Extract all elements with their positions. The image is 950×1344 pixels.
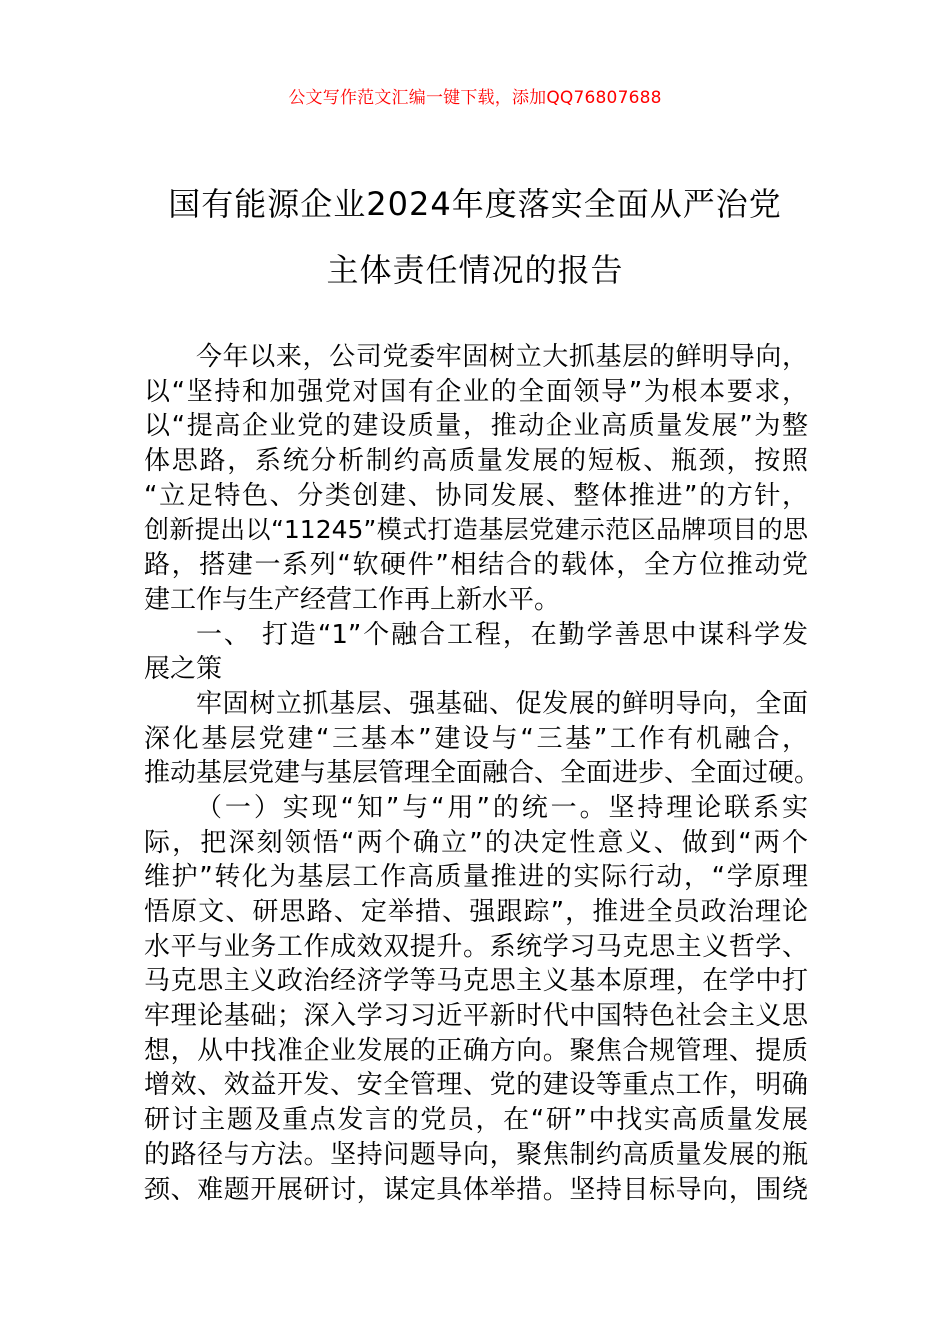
body-line: 建工作与生产经营工作再上新水平。 (144, 584, 561, 615)
section-heading-line: 展之策 (144, 654, 223, 685)
body-line: 增效、效益开发、安全管理、党的建设等重点工作，明确 (144, 1070, 808, 1101)
body-line: 以“坚持和加强党对国有企业的全面领导”为根本要求， (144, 376, 808, 407)
document-title-line-1: 国有能源企业2024年度落实全面从严治党 (168, 185, 782, 223)
body-line: 牢固树立抓基层、强基础、促发展的鲜明导向，全面 (196, 688, 808, 719)
body-line: 体思路，系统分析制约高质量发展的短板、瓶颈，按照 (144, 446, 808, 477)
body-line: 马克思主义政治经济学等马克思主义基本原理，在学中打 (144, 966, 808, 997)
body-line: 研讨主题及重点发言的党员，在“研”中找实高质量发展 (144, 1105, 808, 1136)
section-heading-line: 一、 打造“1”个融合工程，在勤学善思中谋科学发 (196, 619, 808, 650)
document-body (144, 340, 821, 1207)
body-line: 今年以来，公司党委牢固树立大抓基层的鲜明导向， (196, 342, 808, 372)
body-line: 创新提出以“11245”模式打造基层党建示范区品牌项目的思 (144, 515, 808, 545)
body-line: 推动基层党建与基层管理全面融合、全面进步、全面过硬。 (144, 758, 821, 789)
body-line: 维护”转化为基层工作高质量推进的实际行动，“学原理 (144, 862, 808, 893)
document-title-line-2: 主体责任情况的报告 (326, 251, 624, 289)
body-line: 深化基层党建“三基本”建设与“三基”工作有机融合， (144, 723, 808, 754)
body-line: 悟原文、研思路、定举措、强跟踪”，推进全员政治理论 (144, 897, 808, 927)
body-line: （一）实现“知”与“用”的统一。坚持理论联系实 (196, 792, 808, 823)
body-line: 水平与业务工作成效双提升。系统学习马克思主义哲学、 (144, 931, 808, 962)
body-line: 的路径与方法。坚持问题导向，聚焦制约高质量发展的瓶 (144, 1139, 808, 1170)
body-line: 以“提高企业党的建设质量，推动企业高质量发展”为整 (144, 411, 808, 442)
watermark-header: 公文写作范文汇编一键下载，添加QQ76807688 (288, 88, 662, 108)
body-line: 际，把深刻领悟“两个确立”的决定性意义、做到“两个 (144, 827, 808, 858)
body-line: 颈、难题开展研讨，谋定具体举措。坚持目标导向，围绕 (144, 1174, 808, 1205)
body-line: 想，从中找准企业发展的正确方向。聚焦合规管理、提质 (144, 1035, 808, 1066)
body-line: 牢理论基础；深入学习习近平新时代中国特色社会主义思 (144, 1001, 808, 1032)
body-line: “立足特色、分类创建、协同发展、整体推进”的方针， (144, 480, 808, 511)
body-line: 路，搭建一系列“软硬件”相结合的载体，全方位推动党 (144, 550, 808, 581)
